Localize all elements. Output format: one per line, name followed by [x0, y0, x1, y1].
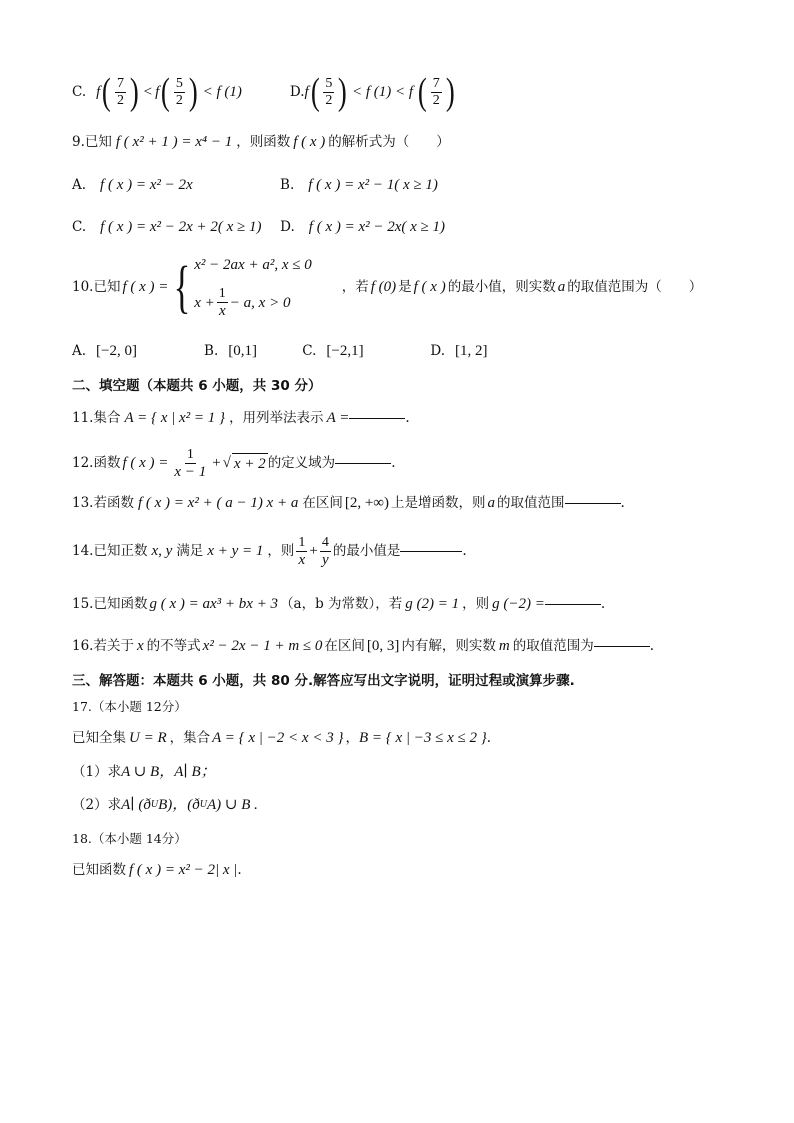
- fraction-7-2-d: $\frac{7}{2}$: [432, 75, 440, 108]
- q17-part-2: （2）求 A∣ (ð U B)，(ð U A) ∪ B .: [72, 797, 258, 813]
- f-symbol: f: [96, 84, 101, 100]
- answer-blank[interactable]: [565, 503, 621, 504]
- fraction-5-2-d: $\frac{5}{2}$: [325, 75, 333, 108]
- q17-part-1: （1）求 A ∪ B，A∣ B；: [72, 764, 216, 780]
- piecewise-cases: x² − 2ax + a², x ≤ 0 x + $\frac{1}{x}$ − a, x > 0: [194, 257, 312, 319]
- q17-title: 17.（本小题 12分）: [72, 699, 187, 714]
- question-15: 15.已知函数 g ( x ) = ax³ + bx + 3 （a，b 为常数），若 g (2) = 1 ，则 g (−2) = .: [72, 596, 606, 612]
- left-brace: {: [173, 254, 191, 319]
- question-11: 11.集合 A = { x | x² = 1 } ，用列举法表示 A = .: [72, 410, 410, 426]
- question-12: 12.函数 f ( x ) = $\frac{1}{x - 1}$ + √ x + 2 的定义域为 .: [72, 446, 396, 480]
- fraction-7-2: $\frac{7}{2}$: [116, 75, 124, 108]
- question-13: 13.若函数 f ( x ) = x² + ( a − 1) x + a 在区间 [2, +∞) 上是增函数，则 a 的取值范围 .: [72, 495, 625, 511]
- q8-options: C. f ( $\frac{7}{2}$ ) < f ( $\frac{5}{2}$ ) < f (1) D. f ( $\frac{5}{2}$ ) < f (1) < f ( $\frac{7}{2}$ ): [72, 71, 455, 113]
- question-16: 16.若关于 x 的不等式 x² − 2x − 1 + m ≤ 0 在区间 [0, 3] 内有解，则实数 m 的取值范围为 .: [72, 638, 655, 654]
- question-14: 14.已知正数 x, y 满足 x + y = 1 ，则 $\frac{1}{x}$ + $\frac{4}{y}$ 的最小值是 .: [72, 534, 467, 568]
- answer-blank[interactable]: [335, 463, 391, 464]
- q9-options-cd: C. f ( x ) = x² − 2x + 2( x ≥ 1) D. f ( x ) = x² − 2x( x ≥ 1): [72, 219, 446, 235]
- q18-stem: 已知函数 f ( x ) = x² − 2| x | .: [72, 862, 242, 878]
- answer-blank[interactable]: [349, 418, 405, 419]
- q10-options: A. [−2, 0] B. [0,1] C. [−2,1] D. [1, 2]: [72, 343, 488, 359]
- answer-blank[interactable]: [594, 646, 650, 647]
- option-c-label: C.: [72, 84, 87, 100]
- option-d-label: D.: [289, 84, 305, 100]
- q9-options-ab: A. f ( x ) = x² − 2x B. f ( x ) = x² − 1( x ≥ 1): [72, 177, 438, 193]
- q17-stem: 已知全集 U = R ，集合 A = { x | −2 < x < 3 } ， B = { x | −3 ≤ x ≤ 2 } .: [72, 730, 492, 746]
- answer-blank[interactable]: [400, 551, 462, 552]
- answer-blank[interactable]: [545, 604, 601, 605]
- q18-title: 18.（本小题 14分）: [72, 831, 187, 846]
- fraction-5-2: $\frac{5}{2}$: [175, 75, 183, 108]
- section-3-heading: 三、解答题：本题共 6 小题，共 80 分.解答应写出文字说明，证明过程或演算步骤.: [72, 673, 575, 689]
- section-2-heading: 二、填空题（本题共 6 小题，共 30 分）: [72, 378, 322, 394]
- question-10: 10.已知 f ( x ) = { x² − 2ax + a², x ≤ 0 x + $\frac{1}{x}$ − a, x > 0 ，若 f (0) 是 f ( x ) 的最小值，则实数 a 的取值范围为（ ）: [72, 254, 703, 319]
- question-9: 9.已知 f ( x² + 1 ) = x⁴ − 1 ，则函数 f ( x ) 的解析式为（ ）: [72, 134, 450, 150]
